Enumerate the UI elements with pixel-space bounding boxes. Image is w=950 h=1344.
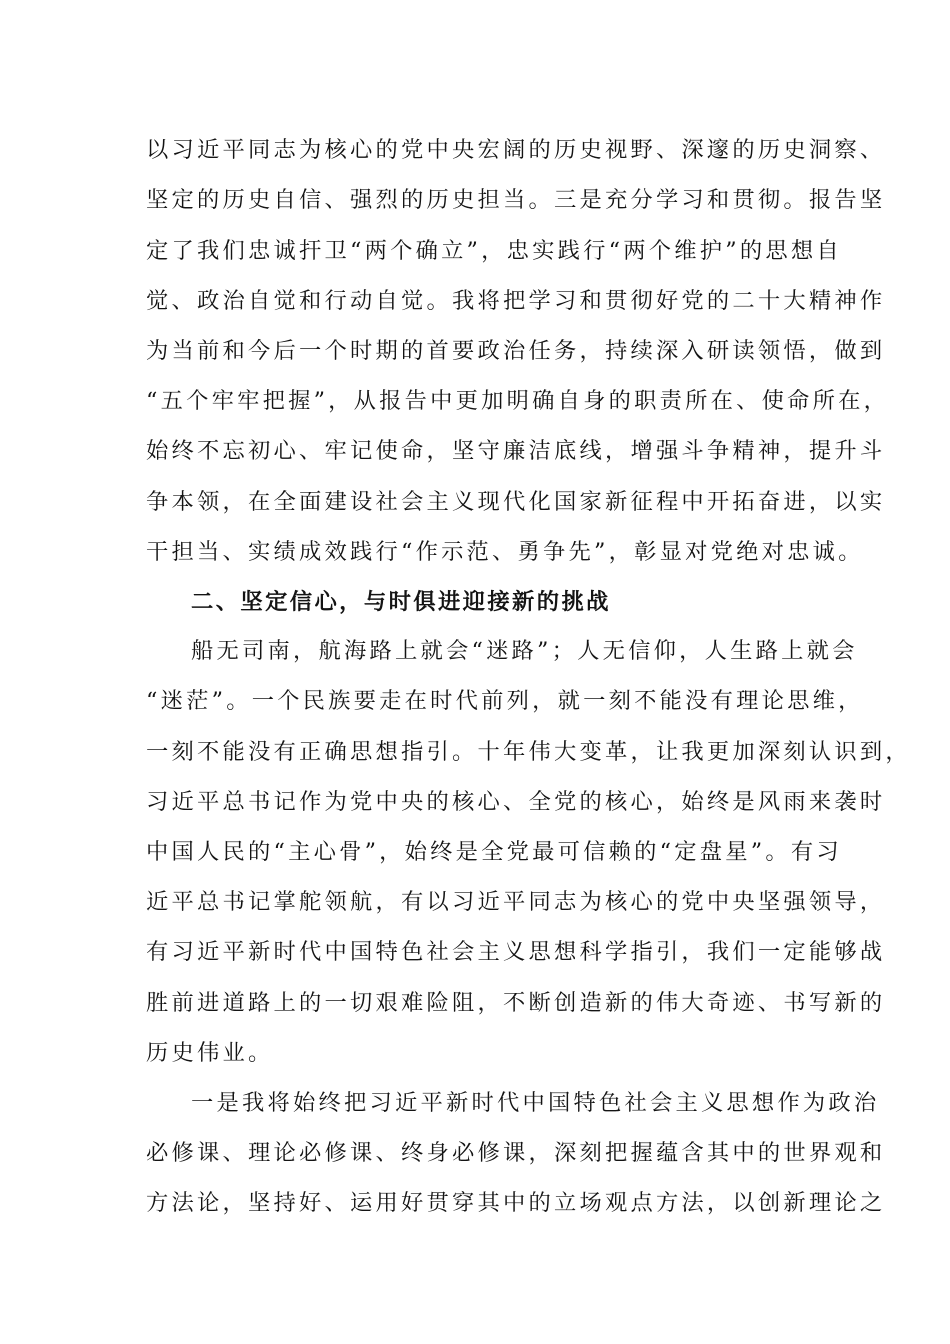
text-line: 为当前和今后一个时期的首要政治任务，持续深入研读领悟，做到 bbox=[146, 338, 886, 364]
text-line: 历史伟业。 bbox=[146, 1040, 274, 1066]
text-line: 一刻不能没有正确思想指引。十年伟大变革，让我更加深刻认识到， bbox=[146, 739, 911, 765]
section-heading: 二、坚定信心，与时俱进迎接新的挑战 bbox=[191, 589, 611, 615]
text-line: 定了我们忠诚扞卫“两个确立”，忠实践行“两个维护”的思想自 bbox=[146, 238, 842, 264]
paragraph-start-line: 船无司南，航海路上就会“迷路”；人无信仰，人生路上就会 bbox=[191, 638, 858, 664]
text-line: 坚定的历史自信、强烈的历史担当。三是充分学习和贯彻。报告坚 bbox=[146, 187, 886, 213]
text-line: 干担当、实绩成效践行“作示范、勇争先”，彰显对党绝对忠诚。 bbox=[146, 539, 864, 565]
text-line: 有习近平新时代中国特色社会主义思想科学指引，我们一定能够战 bbox=[146, 939, 886, 965]
text-line: 争本领，在全面建设社会主义现代化国家新征程中开拓奋进，以实 bbox=[146, 489, 886, 515]
text-line: 以习近平同志为核心的党中央宏阔的历史视野、深邃的历史洞察、 bbox=[146, 137, 886, 163]
text-line: 习近平总书记作为党中央的核心、全党的核心，始终是风雨来袭时 bbox=[146, 789, 886, 815]
text-line: 方法论，坚持好、运用好贯穿其中的立场观点方法，以创新理论之 bbox=[146, 1190, 886, 1216]
text-line: 始终不忘初心、牢记使命，坚守廉洁底线，增强斗争精神，提升斗 bbox=[146, 438, 886, 464]
paragraph-start-line: 一是我将始终把习近平新时代中国特色社会主义思想作为政治 bbox=[191, 1090, 880, 1116]
text-line: 近平总书记掌舵领航，有以习近平同志为核心的党中央坚强领导， bbox=[146, 889, 886, 915]
text-line: 必修课、理论必修课、终身必修课，深刻把握蕴含其中的世界观和 bbox=[146, 1140, 886, 1166]
text-line: 胜前进道路上的一切艰难险阻，不断创造新的伟大奇迹、书写新的 bbox=[146, 990, 886, 1016]
text-line: “迷茫”。一个民族要走在时代前列，就一刻不能没有理论思维， bbox=[146, 688, 864, 714]
text-line: 中国人民的“主心骨”，始终是全党最可信赖的“定盘星”。有习 bbox=[146, 839, 842, 865]
text-line: 觉、政治自觉和行动自觉。我将把学习和贯彻好党的二十大精神作 bbox=[146, 288, 886, 314]
text-line: “五个牢牢把握”，从报告中更加明确自身的职责所在、使命所在， bbox=[146, 388, 890, 414]
